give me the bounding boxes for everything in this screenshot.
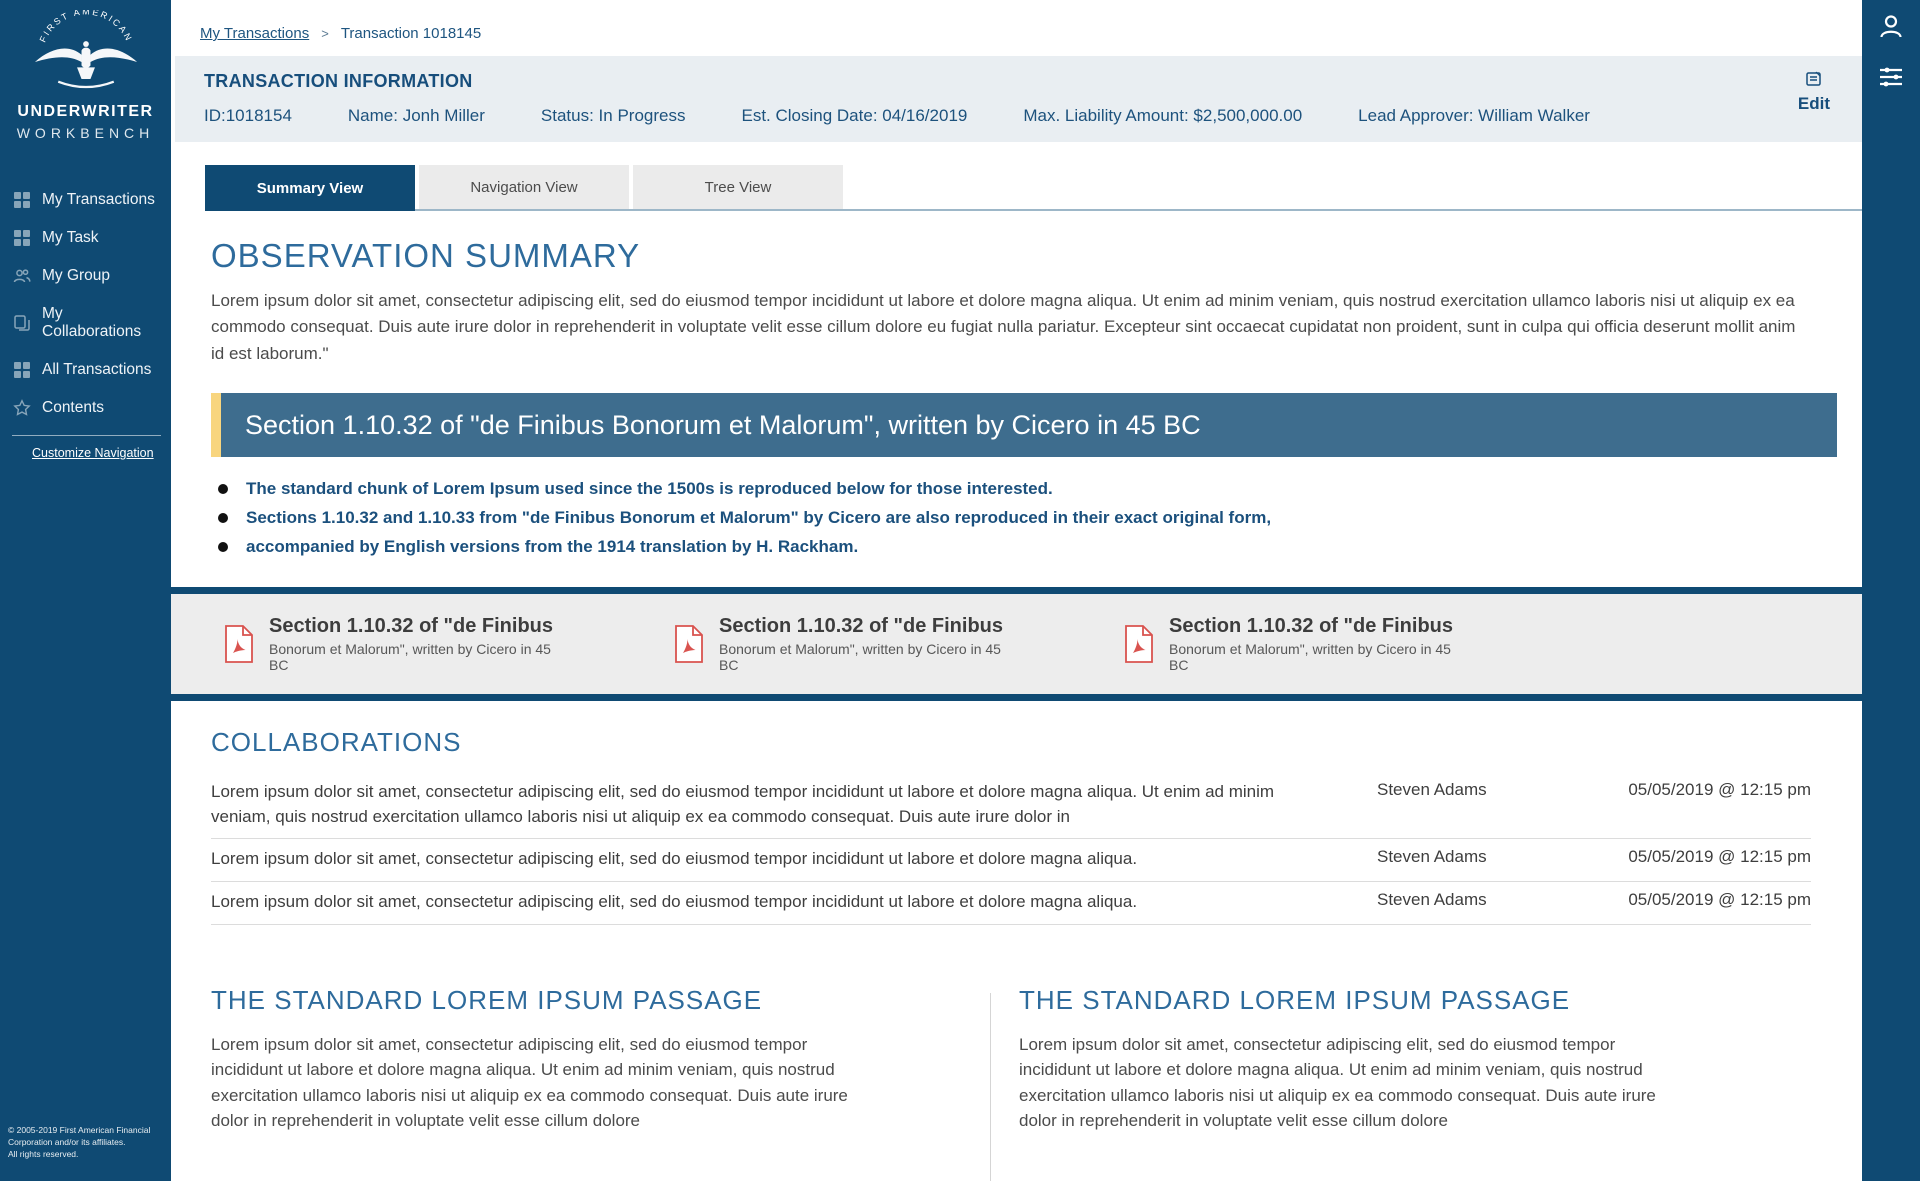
edit-button-label: Edit (1797, 94, 1830, 113)
people-icon (13, 267, 31, 285)
sliders-icon (1878, 64, 1904, 90)
collaboration-date: 05/05/2019 @ 12:15 pm (1628, 847, 1811, 867)
tab-summary-view[interactable]: Summary View (205, 165, 415, 211)
passage-title: THE STANDARD LOREM IPSUM PASSAGE (211, 984, 763, 1015)
sidebar-item-contents[interactable] (0, 389, 171, 427)
collaborations-title: COLLABORATIONS (211, 727, 462, 758)
right-utility-bar (1862, 0, 1920, 1181)
customize-navigation-link[interactable]: Customize Navigation (32, 446, 154, 460)
user-icon (1877, 12, 1905, 40)
pdf-card-title: Section 1.10.32 of "de Finibus (719, 615, 1003, 638)
view-tabs (205, 165, 1862, 211)
copyright-footer (8, 1125, 150, 1161)
sidebar-item-label: All Transactions (42, 361, 152, 378)
sidebar (0, 0, 171, 1181)
copy-icon (13, 314, 31, 332)
breadcrumb-separator: > (321, 26, 329, 41)
collaboration-author: Steven Adams (1377, 847, 1487, 867)
passage-left-column (211, 985, 990, 1181)
lorem-passages-section (171, 985, 1862, 1181)
observation-bullet-list (211, 479, 1811, 557)
pdf-document-card[interactable] (1123, 615, 1473, 673)
sidebar-nav (0, 181, 171, 460)
pdf-icon (673, 624, 705, 664)
edit-note-icon (1805, 70, 1823, 88)
pdf-card-subtitle: Bonorum et Malorum", written by Cicero in 45 BC (269, 641, 551, 674)
grid-icon (13, 191, 31, 209)
copyright-line: © 2005-2019 First American Financial (8, 1125, 151, 1136)
transaction-closing-date: Est. Closing Date: 04/16/2019 (741, 106, 968, 125)
main-content (171, 0, 1862, 1181)
grid-icon (13, 229, 31, 247)
first-american-logo (21, 10, 151, 101)
sidebar-item-all-transactions[interactable] (0, 351, 171, 389)
breadcrumb (171, 0, 1862, 42)
citation-banner (211, 393, 1837, 457)
pdf-card-text (719, 615, 1023, 673)
collaboration-row[interactable] (211, 882, 1811, 925)
app-title-line1: UNDERWRITER (17, 103, 154, 120)
collaboration-row[interactable] (211, 772, 1811, 839)
pdf-card-subtitle: Bonorum et Malorum", written by Cicero in 45 BC (1169, 641, 1451, 674)
transaction-name: Name: Jonh Miller (347, 106, 485, 125)
transaction-liability-amount: Max. Liability Amount: $2,500,000.00 (1023, 106, 1303, 125)
sidebar-item-label: My Transactions (42, 191, 155, 208)
sidebar-divider (12, 435, 161, 436)
star-icon (13, 399, 31, 417)
observation-summary-paragraph: Lorem ipsum dolor sit amet, consectetur adipiscing elit, sed do eiusmod tempor incididunt ut labore et dolore magna aliqua. Ut enim ad minim veniam, quis nostrud exercitation ullamco laboris nisi ut aliquip ex ea commodo consequat. Duis aute irure dolor in reprehenderit in voluptate velit esse cillum dolore eu fugiat nulla pariatur. Excepteur sint occaecat cupidatat non proident, sunt in culpa qui officia deserunt mollit anim id est laborum." (211, 291, 1796, 363)
observation-summary-title: OBSERVATION SUMMARY (211, 237, 641, 274)
transaction-status: Status: In Progress (540, 106, 686, 125)
transaction-info-panel (175, 56, 1862, 142)
pdf-card-subtitle: Bonorum et Malorum", written by Cicero in 45 BC (719, 641, 1001, 674)
sidebar-item-my-group[interactable] (0, 257, 171, 295)
app-title (0, 103, 171, 141)
observation-summary-section (171, 237, 1862, 557)
tab-tree-view[interactable]: Tree View (633, 165, 843, 209)
bullet-item: Sections 1.10.32 and 1.10.33 from "de Finibus Bonorum et Malorum" by Cicero are also reproduced in their exact original form, (211, 508, 1811, 528)
collaboration-date: 05/05/2019 @ 12:15 pm (1628, 889, 1811, 909)
bullet-item: accompanied by English versions from the 1914 translation by H. Rackham. (211, 537, 1811, 557)
user-profile-button[interactable] (1877, 12, 1905, 40)
sidebar-item-label: Contents (42, 399, 105, 416)
passage-body: Lorem ipsum dolor sit amet, consectetur adipiscing elit, sed do eiusmod tempor incididunt ut labore et dolore magna aliqua. Ut enim ad minim veniam, quis nostrud exercitation ullamco laboris nisi ut aliquip ex ea commodo consequat. Duis aute irure dolor in reprehenderit in voluptate velit esse cillum dolore (1019, 1034, 1656, 1131)
pdf-card-title: Section 1.10.32 of "de Finibus (269, 615, 553, 638)
passage-body: Lorem ipsum dolor sit amet, consectetur adipiscing elit, sed do eiusmod tempor incididunt ut labore et dolore magna aliqua. Ut enim ad minim veniam, quis nostrud exercitation ullamco laboris nisi ut aliquip ex ea commodo consequat. Duis aute irure dolor in reprehenderit in voluptate velit esse cillum dolore (211, 1034, 848, 1131)
collaboration-text: Lorem ipsum dolor sit amet, consectetur adipiscing elit, sed do eiusmod tempor incididunt ut labore et dolore magna aliqua. (211, 849, 1138, 869)
grid-icon (13, 361, 31, 379)
collaboration-date: 05/05/2019 @ 12:15 pm (1628, 780, 1811, 800)
pdf-document-card[interactable] (673, 615, 1023, 673)
transaction-info-title: TRANSACTION INFORMATION (204, 71, 473, 91)
edit-button[interactable] (1798, 70, 1830, 114)
collaborations-section (171, 727, 1862, 925)
collaborations-list (211, 772, 1811, 925)
tab-navigation-view[interactable]: Navigation View (419, 165, 629, 209)
app-title-line2: WORKBENCH (16, 125, 155, 141)
pdf-icon (1123, 624, 1155, 664)
citation-banner-text: Section 1.10.32 of "de Finibus Bonorum et Malorum", written by Cicero in 45 BC (245, 409, 1201, 440)
transaction-info-fields (204, 106, 1834, 126)
breadcrumb-my-transactions-link[interactable]: My Transactions (200, 25, 310, 42)
settings-button[interactable] (1878, 64, 1904, 90)
document-cards-band (171, 587, 1862, 701)
pdf-card-text (1169, 615, 1473, 673)
pdf-document-card[interactable] (223, 615, 573, 673)
collaboration-text: Lorem ipsum dolor sit amet, consectetur adipiscing elit, sed do eiusmod tempor incididunt ut labore et dolore magna aliqua. Ut enim ad minim veniam, quis nostrud exercitation ullamco laboris nisi ut aliquip ex ea commodo consequat. Duis aute irure dolor in (211, 782, 1275, 826)
breadcrumb-current: Transaction 1018145 (340, 25, 482, 42)
collaboration-author: Steven Adams (1377, 889, 1487, 909)
sidebar-item-label: My Group (42, 267, 111, 284)
svg-text:FIRST AMERICAN: FIRST AMERICAN (37, 10, 134, 44)
collaboration-row[interactable] (211, 839, 1811, 882)
collaboration-author: Steven Adams (1377, 780, 1487, 800)
eagle-logo-icon (21, 10, 151, 96)
sidebar-item-my-collaborations[interactable] (0, 295, 171, 351)
transaction-id: ID:1018154 (204, 106, 292, 125)
copyright-line: Corporation and/or its affiliates. (8, 1137, 126, 1148)
passage-right-column (991, 985, 1811, 1181)
pdf-icon (223, 624, 255, 664)
sidebar-item-label: My Collaborations (42, 305, 142, 340)
passage-title: THE STANDARD LOREM IPSUM PASSAGE (1019, 984, 1571, 1015)
collaboration-text: Lorem ipsum dolor sit amet, consectetur adipiscing elit, sed do eiusmod tempor incididunt ut labore et dolore magna aliqua. (211, 891, 1138, 911)
sidebar-item-label: My Task (42, 229, 99, 246)
pdf-card-title: Section 1.10.32 of "de Finibus (1169, 615, 1453, 638)
pdf-card-text (269, 615, 573, 673)
transaction-lead-approver: Lead Approver: William Walker (1358, 106, 1590, 125)
sidebar-item-my-transactions[interactable] (0, 181, 171, 219)
bullet-item: The standard chunk of Lorem Ipsum used since the 1500s is reproduced below for those interested. (211, 479, 1811, 499)
sidebar-item-my-task[interactable] (0, 219, 171, 257)
copyright-line: All rights reserved. (8, 1149, 79, 1160)
